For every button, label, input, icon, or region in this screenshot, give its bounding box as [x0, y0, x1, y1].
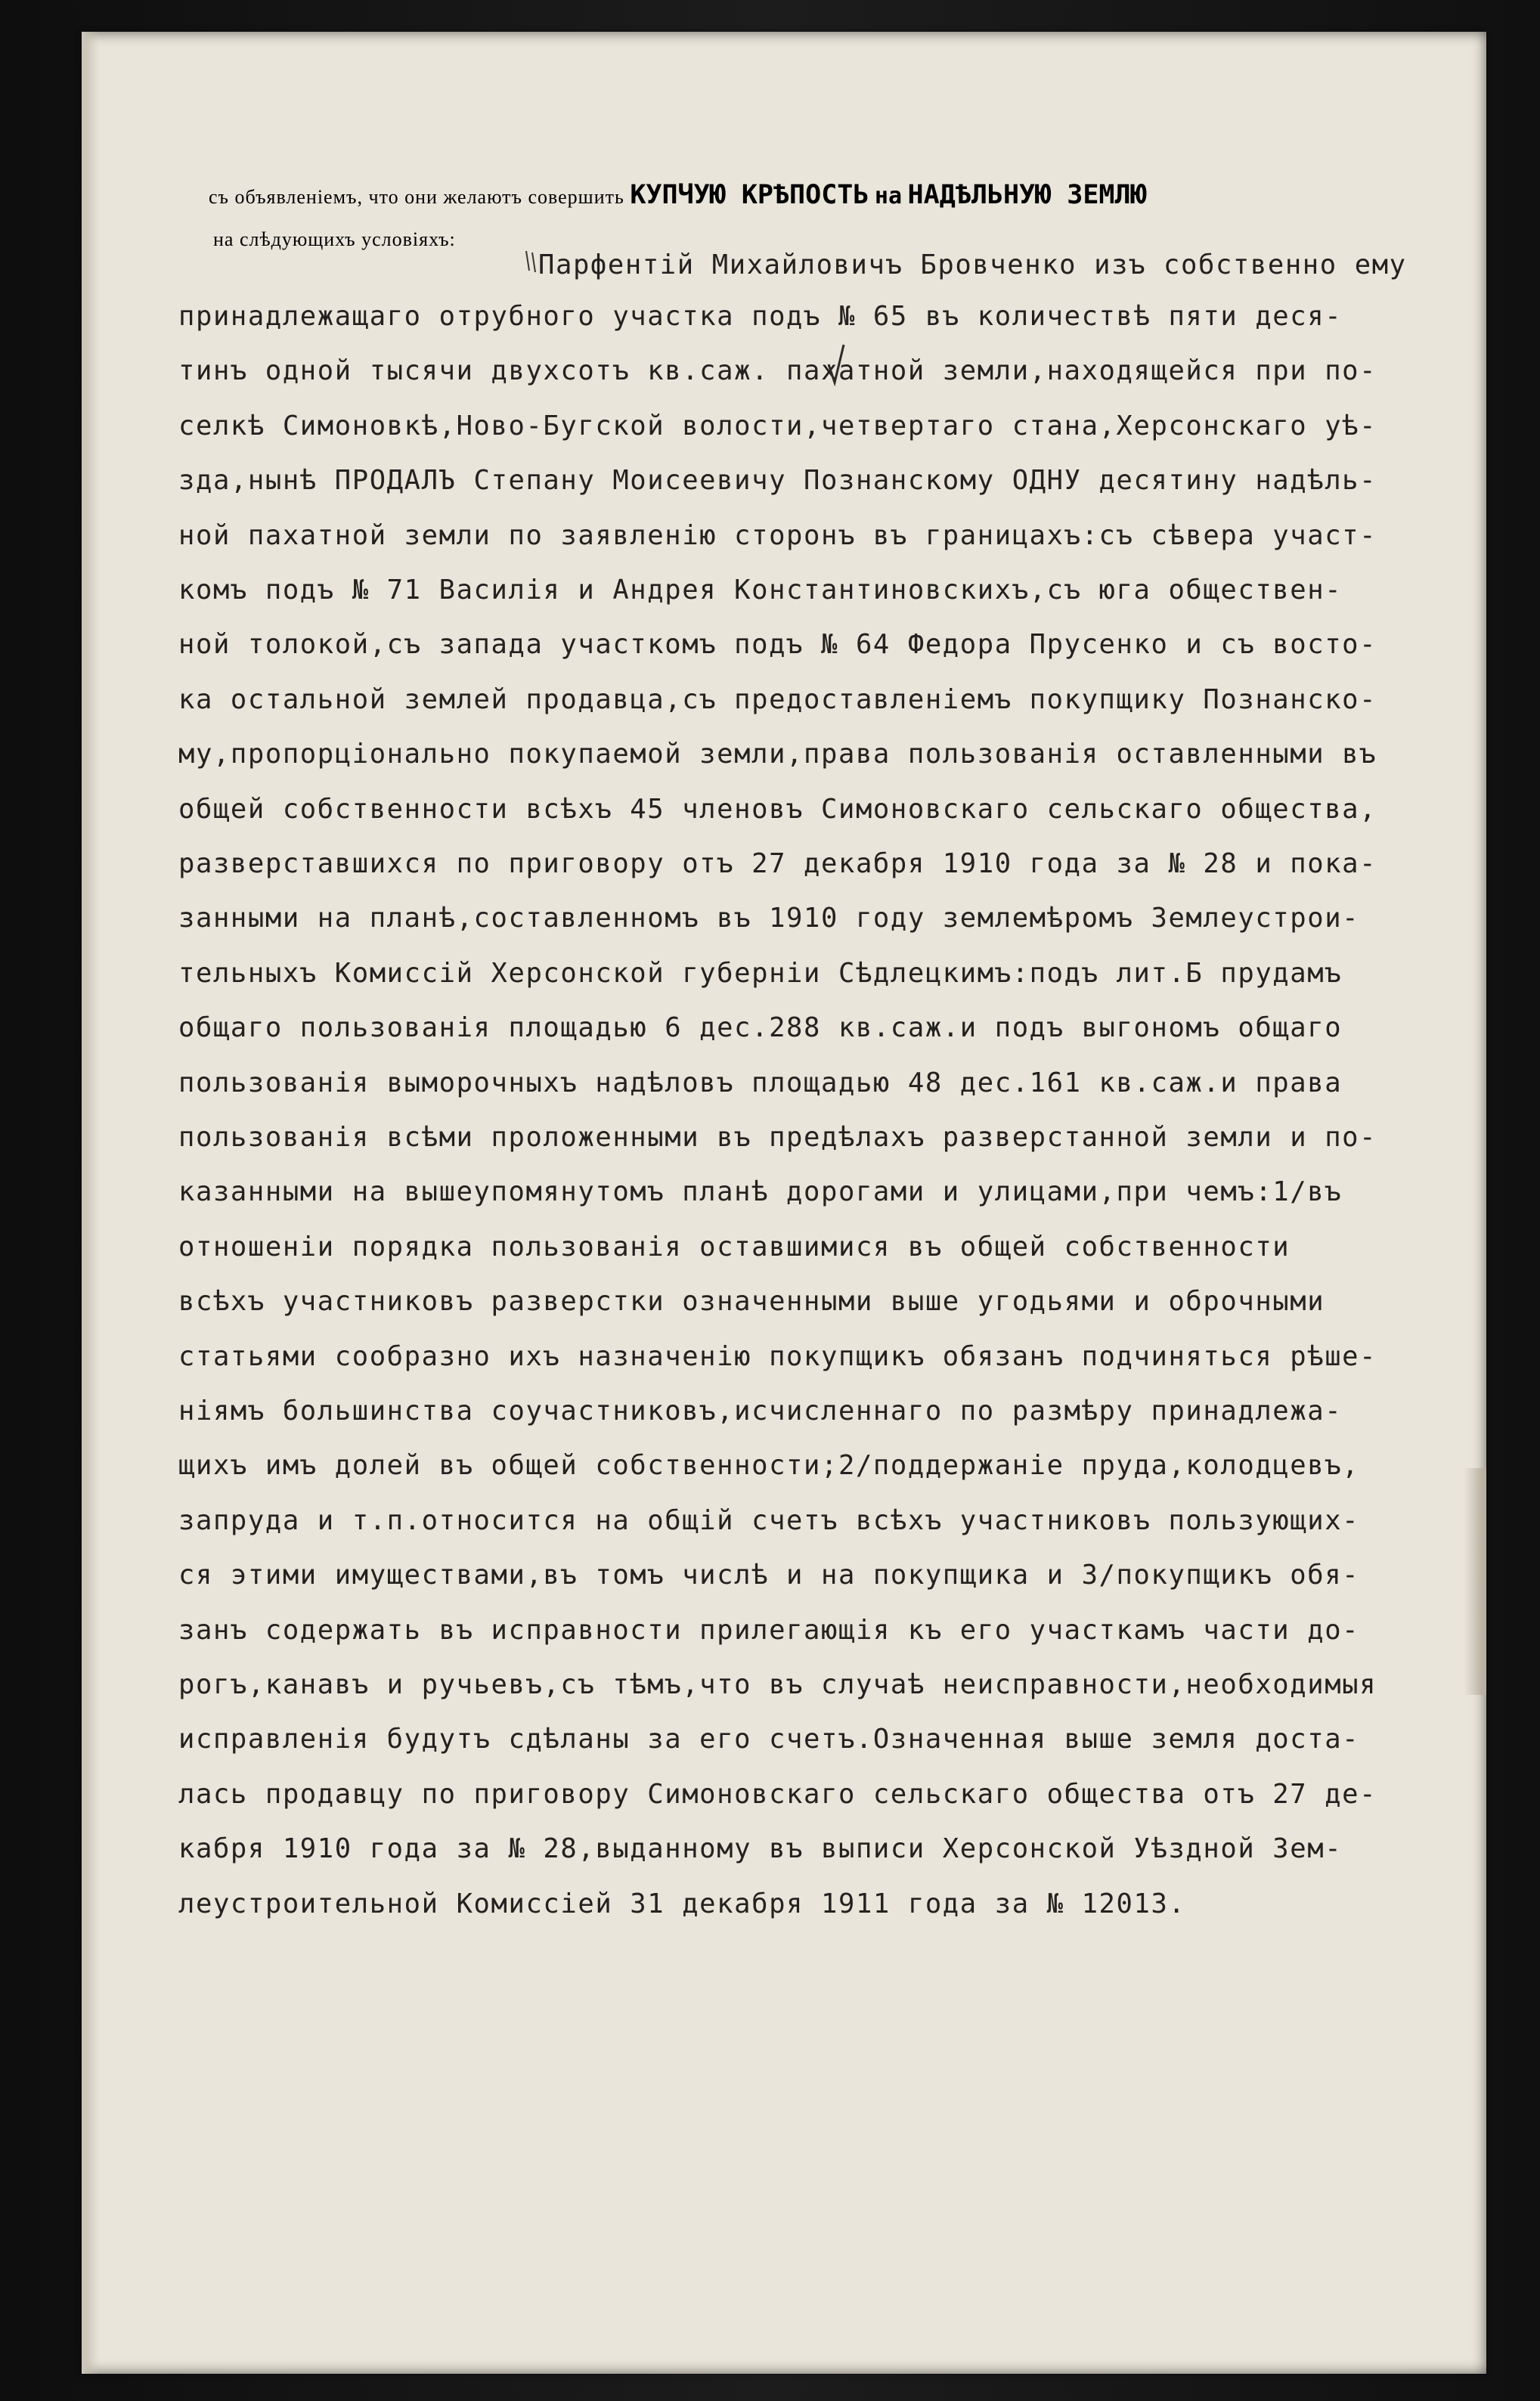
text-line: отношеніи порядка пользованія оставшимися въ общей собственности — [178, 1231, 1291, 1262]
text-line: рогъ,канавъ и ручьевъ,съ тѣмъ,что въ случаѣ неисправности,необходимыя — [178, 1669, 1377, 1700]
document-header-line-2 — [213, 228, 456, 251]
page-edge-shadow — [82, 32, 100, 2374]
text-line: ной пахатной земли по заявленію сторонъ въ границахъ:съ сѣвера участ- — [178, 519, 1377, 551]
header-intro: съ объявленіемъ, что они желаютъ совершить — [209, 186, 624, 208]
text-line: занъ содержать въ исправности прилегающія къ его участкамъ части до- — [178, 1614, 1360, 1646]
text-line: щихъ имъ долей въ общей собственности;2/поддержаніе пруда,колодцевъ, — [178, 1450, 1360, 1482]
handwritten-check-icon — [826, 342, 847, 387]
text-line: комъ подъ № 71 Василія и Андрея Константиновскихъ,съ юга обществен- — [178, 575, 1343, 606]
text-line: леустроительной Комиссіей 31 декабря 1911 года за № 12013. — [178, 1888, 1186, 1919]
text-line: всѣхъ участниковъ разверстки означенными выше угодьями и оброчными — [178, 1286, 1325, 1318]
text-line: разверставшихся по приговору отъ 27 декабря 1910 года за № 28 и пока- — [178, 848, 1377, 879]
text-line: ся этими имуществами,въ томъ числѣ и на покупщика и 3/покупщикъ обя- — [178, 1560, 1360, 1591]
text-line: общей собственности всѣхъ 45 членовъ Симоновскаго сельскаго общества, — [178, 793, 1377, 825]
document-header-line-1 — [209, 180, 1147, 210]
text-line: му,пропорціонально покупаемой земли,права пользованія оставленными въ — [178, 739, 1377, 770]
text-line: статьями сообразно ихъ назначенію покупщикъ обязанъ подчиняться рѣше- — [178, 1340, 1377, 1372]
text-line: селкѣ Симоновкѣ,Ново-Бугской волости,четвертаго стана,Херсонскаго уѣ- — [178, 410, 1377, 441]
text-line: ной толокой,съ запада участкомъ подъ № 64 Федора Прусенко и съ восто- — [178, 629, 1377, 661]
text-line: ніямъ большинства соучастниковъ,исчисленнаго по размѣру принадлежа- — [178, 1396, 1343, 1427]
text-line: принадлежащаго отрубного участка подъ № 65 въ количествѣ пяти деся- — [178, 301, 1343, 332]
text-line: занными на планѣ,составленномъ въ 1910 году землемѣромъ Землеустрои- — [178, 903, 1360, 934]
text-line: кабря 1910 года за № 28,выданному въ выписи Херсонской Уѣздной Зем- — [178, 1833, 1343, 1865]
text-line: ка остальной землей продавца,съ предоставленіемъ покупщику Познанско- — [178, 683, 1377, 715]
text-line: зда,нынѣ ПРОДАЛЪ Степану Моисеевичу Познанскому ОДНУ десятину надѣль- — [178, 465, 1377, 497]
text-line: казанными на вышеупомянутомъ планѣ дорогами и улицами,при чемъ:1/въ — [178, 1176, 1343, 1208]
text-line: пользованія всѣми проложенными въ предѣлахъ разверстанной земли и по- — [178, 1122, 1377, 1153]
header-land-type: НАДѢЛЬНУЮ ЗЕМЛЮ — [907, 180, 1147, 210]
text-line: тельныхъ Комиссій Херсонской губерніи Сѣдлецкимъ:подъ лит.Б прудамъ — [178, 957, 1343, 989]
text-line: запруда и т.п.относится на общій счетъ всѣхъ участниковъ пользующих- — [178, 1504, 1360, 1536]
text-line: тинъ одной тысячи двухсотъ кв.саж. пахатной земли,находящейся при по- — [178, 355, 1377, 387]
text-line: исправленія будутъ сдѣланы за его счетъ.Означенная выше земля доста- — [178, 1724, 1360, 1755]
text-line: пользованія выморочныхъ надѣловъ площадью 48 дес.161 кв.саж.и права — [178, 1067, 1343, 1098]
header-conditions: на слѣдующихъ условіяхъ: — [213, 228, 456, 250]
text-line: лась продавцу по приговору Симоновскаго сельскаго общества отъ 27 де- — [178, 1778, 1377, 1810]
paragraph-first-line: Парфентій Михайловичъ Бровченко изъ собственно ему — [538, 249, 1407, 280]
text-line: общаго пользованія площадью 6 дес.288 кв.саж.и подъ выгономъ общаго — [178, 1012, 1343, 1044]
torn-edge — [1464, 1468, 1486, 1695]
header-deed-type: КУПЧУЮ КРѢПОСТЬ — [630, 180, 869, 210]
header-on: на — [874, 183, 903, 209]
